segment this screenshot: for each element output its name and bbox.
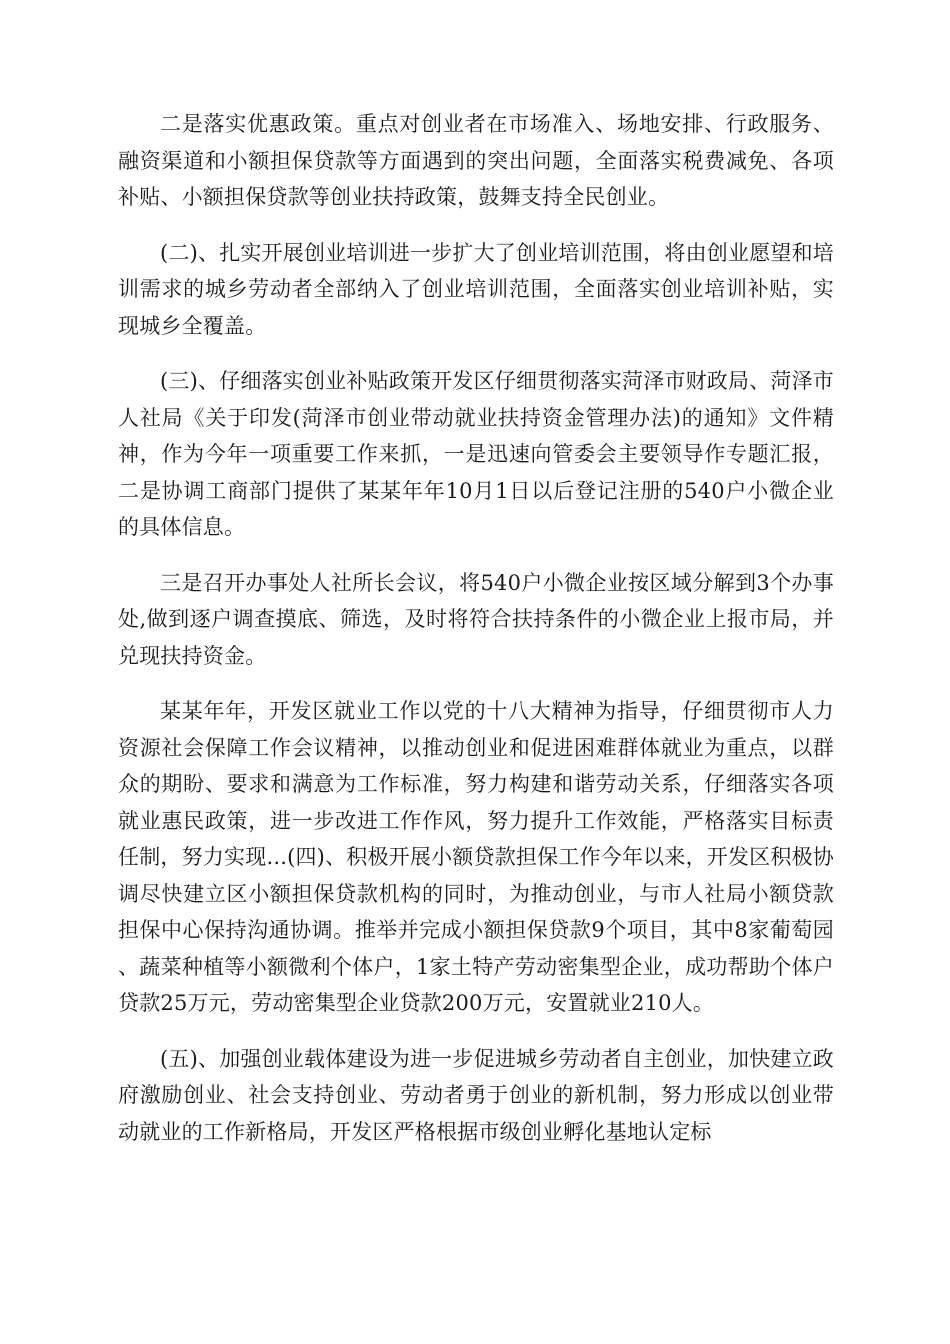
paragraph-entrepreneurship-training: (二)、扎实开展创业培训进一步扩大了创业培训范围，将由创业愿望和培训需求的城乡劳动者全部纳入了创业培训范围，全面落实创业培训补贴，实现城乡全覆盖。	[118, 240, 834, 338]
paragraph-incubator-construction: (五)、加强创业载体建设为进一步促进城乡劳动者自主创业，加快建立政府激励创业、社会支持创业、劳动者勇于创业的新机制，努力形成以创业带动就业的工作新格局，开发区严格根据市级创业孵化基地认定标	[118, 1046, 834, 1144]
paragraph-entrepreneurship-subsidy: (三)、仔细落实创业补贴政策开发区仔细贯彻落实菏泽市财政局、菏泽市人社局《关于印发(菏泽市创业带动就业扶持资金管理办法)的通知》文件精神，作为今年一项重要工作来抓，一是迅速向管委会主要领导作专题汇报，二是协调工商部门提供了某某年年10月1日以后登记注册的540户小微企业的具体信息。	[118, 369, 834, 539]
paragraph-office-meeting: 三是召开办事处人社所长会议，将540户小微企业按区域分解到3个办事处,做到逐户调查摸底、筛选，及时将符合扶持条件的小微企业上报市局，并兑现扶持资金。	[118, 570, 834, 668]
paragraph-preferential-policy: 二是落实优惠政策。重点对创业者在市场准入、场地安排、行政服务、融资渠道和小额担保贷款等方面遇到的突出问题，全面落实税费减免、各项补贴、小额担保贷款等创业扶持政策，鼓舞支持全民创业。	[118, 112, 834, 209]
document-page	[118, 106, 834, 1169]
paragraph-employment-work: 某某年年，开发区就业工作以党的十八大精神为指导，仔细贯彻市人力资源社会保障工作会议精神，以推动创业和促进困难群体就业为重点，以群众的期盼、要求和满意为工作标准，努力构建和谐劳动关系，仔细落实各项就业惠民政策，进一步改进工作作风，努力提升工作效能，严格落实目标责任制，努力实现...(四)、积极开展小额贷款担保工作今年以来，开发区积极协调尽快建立区小额担保贷款机构的同时，为推动创业，与市人社局小额贷款担保中心保持沟通协调。推举并完成小额担保贷款9个项目，其中8家葡萄园、蔬菜种植等小额微利个体户，1家土特产劳动密集型企业，成功帮助个体户贷款25万元，劳动密集型企业贷款200万元，安置就业210人。	[118, 699, 834, 1015]
